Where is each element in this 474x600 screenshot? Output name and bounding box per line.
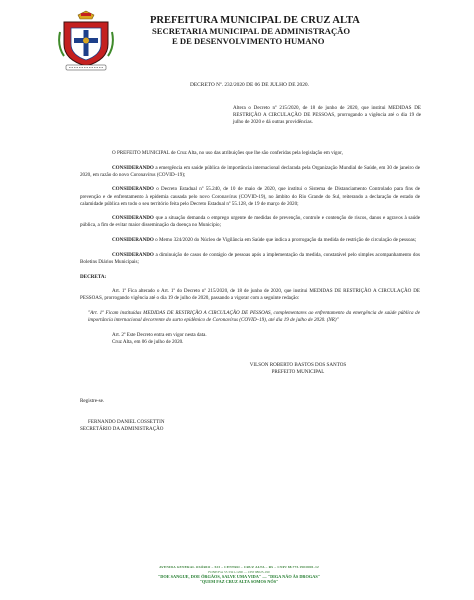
- footer-contacts: FONE/Fax 55 3321-1200 — CEP 98025-190: [208, 569, 270, 574]
- mayor-name: VILSON ROBERTO BASTOS DOS SANTOS: [249, 362, 347, 369]
- considerando-text: a diminuição de casos de contágio de pessoas após a implementação da medida, constatável pelo simples acompanhamento dos Boletins Diários Municipais;: [80, 251, 420, 265]
- document-footer: [40, 565, 438, 584]
- header-subtitle-1: SECRETARIA MUNICIPAL DE ADMINISTRAÇÃO: [152, 26, 351, 36]
- considerando-5: [80, 252, 420, 266]
- secretary-role: SECRETÁRIO DA ADMINISTRAÇÃO: [80, 426, 164, 433]
- considerando-3: [80, 215, 420, 229]
- decree-ementa: Altera o Decreto nº 215/2020, de 18 de junho de 2020, que institui MEDIDAS DE RESTRIÇÃO A CIRCULAÇÃO DE PESSOAS, prorrogando a vigência até o dia 19 de julho de 2020 e dá outras providências.: [233, 105, 421, 125]
- mayor-role: PREFEITO MUNICIPAL: [271, 369, 325, 376]
- header-title: PREFEITURA MUNICIPAL DE CRUZ ALTA: [150, 15, 360, 26]
- decreta-heading: DECRETA:: [80, 273, 107, 280]
- decree-number: DECRETO Nº. 232/2020 DE 06 DE JULHO DE 2020.: [190, 82, 309, 88]
- considerando-label: CONSIDERANDO: [112, 237, 154, 244]
- amended-article-quote: "Art. 1º Ficam instituídas MEDIDAS DE RESTRIÇÃO A CIRCULAÇÃO DE PESSOAS, complementares ao enfrentamento da emergência de saúde pública de importância internacional decorrente do surto epidêmico de Coronavírus (COVID–19), até dia 19 de julho de 2020. (NR)": [88, 310, 420, 324]
- considerando-label: CONSIDERANDO: [112, 186, 154, 193]
- document-header: [150, 16, 450, 46]
- mayor-signature-block: [176, 362, 420, 376]
- considerando-4: [80, 237, 420, 244]
- article-2: Art. 2º Este Decreto entra em vigor nesta data.: [112, 331, 207, 338]
- considerando-2: [80, 186, 420, 207]
- decree-body: [80, 150, 420, 433]
- footer-address: AVENIDA GENERAL OSÓRIO – 523 – CENTRO – CRUZ ALTA – RS – CNPJ 88.775.190/0001-12: [159, 565, 319, 569]
- footer-slogan-1: "DOE SANGUE, DOE ÓRGÃOS, SALVE UMA VIDA" — "DIGA NÃO ÀS DROGAS": [157, 574, 321, 579]
- considerando-text: o Decreto Estadual nº 55.240, de 10 de maio de 2020, que institui o Sistema de Distanciamento Controlado para fins de prevenção e de enfrentamento à epidemia causada pelo novo Coronavírus (COVID-19), no âmbito do Rio Grande do Sul, reiterando a declaração de estado de calamidade pública em todo o seu território feita pelo Decreto Estadual nº 55.128, de 19 de março de 2020;: [80, 186, 420, 207]
- secretary-signature-block: [80, 419, 420, 433]
- considerando-text: a emergência em saúde pública de importância internacional declarada pela Organização Mundial de Saúde, em 30 de janeiro de 2020, em razão do novo Coronavírus (COVID–19);: [80, 164, 420, 178]
- considerando-label: CONSIDERANDO: [112, 164, 154, 171]
- header-subtitle-2: E DE DESENVOLVIMENTO HUMANO: [172, 36, 325, 46]
- article-1: Art. 1º Fica alterado o Art. 1º do Decreto nº 215/2020, de 18 de junho de 2020, que institui MEDIDAS DE RESTRIÇÃO A CIRCULAÇÃO DE PESSOAS, prorrogando vigência até o dia 19 de julho de 2020, passando a vigorar com a seguinte redação:: [80, 288, 420, 302]
- place-date: Cruz Alta, em 06 de julho de 2020.: [112, 338, 184, 345]
- considerando-text: que a situação demanda o emprego urgente de medidas de prevenção, controle e contenção de riscos, danos e agravos à saúde pública, a fim de evitar maior disseminação da doença no Município;: [80, 215, 420, 229]
- registration-label: Registre-se.: [80, 398, 105, 405]
- secretary-name: FERNANDO DANIEL COSSETTIN: [88, 419, 165, 426]
- considerando-label: CONSIDERANDO: [112, 251, 154, 258]
- considerando-text: o Memo 324/2020 do Núcleo de Vigilância em Saúde que indica a prorrogação da medida de restrição de circulação de pessoas;: [155, 237, 417, 244]
- considerando-1: [80, 165, 420, 179]
- municipal-coat-of-arms-icon: [58, 10, 114, 72]
- preamble: O PREFEITO MUNICIPAL de Cruz Alta, no uso das atribuições que lhe são conferidas pela legislação em vigor,: [112, 150, 343, 156]
- considerando-label: CONSIDERANDO: [112, 215, 154, 222]
- footer-slogan-2: "QUEM FAZ CRUZ ALTA SOMOS NÓS": [199, 579, 279, 584]
